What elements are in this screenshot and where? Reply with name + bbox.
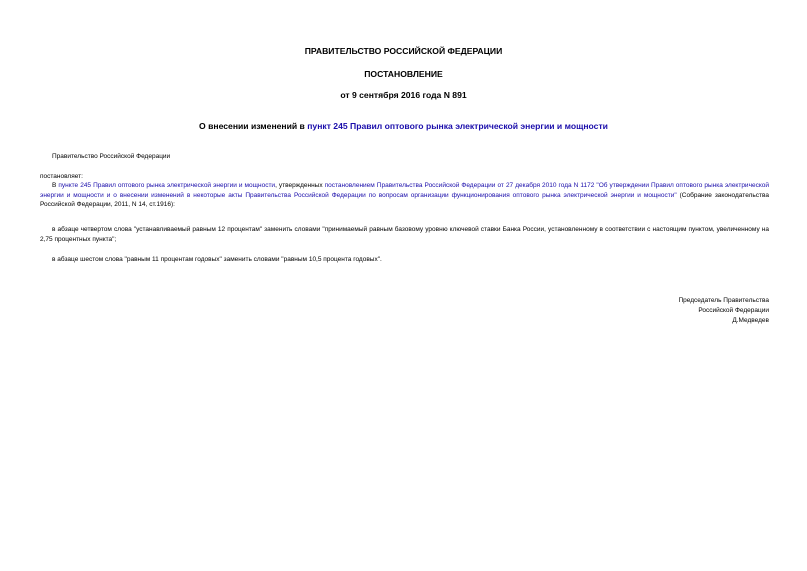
main-text-2: , утвержденных xyxy=(275,182,325,189)
amendment-item-1: в абзаце четвертом слова "устанавливаемый равным 12 процентам" заменить словами "принимаемый равным базовому уровню ключевой ставки Банка России, установленному в соответствии с настоящим пунктом, увеличенному на 2,75 процентных пункта"; xyxy=(40,226,769,243)
rules-link[interactable]: пункте 245 Правил оптового рынка электрической энергии и мощности xyxy=(58,182,276,189)
date-number-heading: от 9 сентября 2016 года N 891 xyxy=(340,90,467,100)
signature-name: Д.Медведев xyxy=(732,317,769,324)
signature-position: Председатель Правительства xyxy=(678,297,769,304)
main-text-3: (Собрание законодательства Российской Федерации, 2011, N 14, ст.1916): xyxy=(40,191,769,208)
title-link[interactable]: пункт 245 Правил оптового рынка электрической энергии и мощности xyxy=(307,121,608,131)
main-paragraph xyxy=(40,181,769,210)
government-line: Правительство Российской Федерации xyxy=(52,153,171,160)
government-heading: ПРАВИТЕЛЬСТВО РОССИЙСКОЙ ФЕДЕРАЦИИ xyxy=(304,46,503,56)
signature-country: Российской Федерации xyxy=(698,307,769,314)
main-text-1: В xyxy=(52,182,59,189)
decree-link[interactable]: постановлением Правительства Российской Федерации от 27 декабря 2010 года N 1172 "Об утверждении Правил оптового рынка электрической энергии и мощности и о внесении изменений в некоторые акты Правительства Российской Федерации по вопросам организации функционирования оптового рынка электрической энергии и мощности" xyxy=(40,182,769,199)
decree-word: постановляет: xyxy=(40,173,83,180)
title-prefix: О внесении изменений в xyxy=(199,121,308,131)
document-title xyxy=(0,121,807,131)
document-type-heading: ПОСТАНОВЛЕНИЕ xyxy=(364,69,443,79)
amendment-item-2: в абзаце шестом слова "равным 11 процентам годовых" заменить словами "равным 10,5 процента годовых". xyxy=(52,256,382,263)
